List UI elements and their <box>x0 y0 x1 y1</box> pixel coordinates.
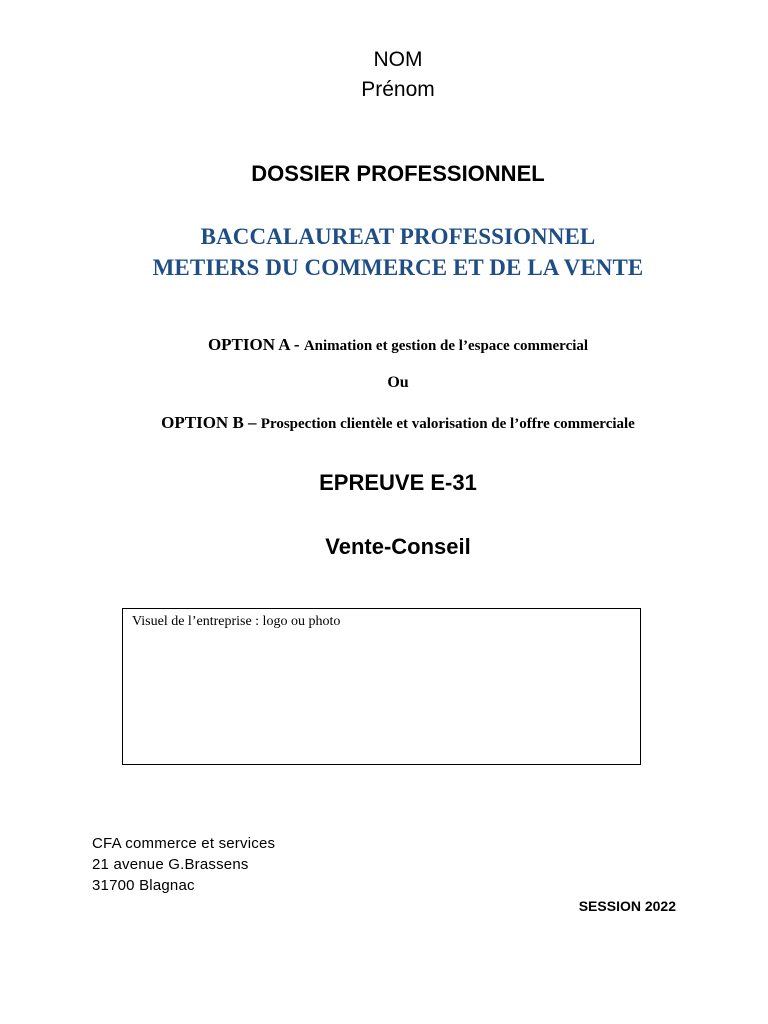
prenom-placeholder: Prénom <box>361 78 435 101</box>
diploma-title-line1: BACCALAUREAT PROFESSIONNEL <box>200 224 596 249</box>
company-visual-box <box>122 608 641 765</box>
company-visual-caption: Visuel de l’entreprise : logo ou photo <box>132 614 341 629</box>
option-a <box>0 335 768 355</box>
exam-title: EPREUVE E-31 <box>319 470 477 495</box>
option-a-label: OPTION A - <box>207 335 304 354</box>
option-separator: Ou <box>387 374 409 391</box>
option-b-description: Prospection clientèle et valorisation de l’offre commerciale <box>260 416 635 432</box>
session-label: SESSION 2022 <box>578 898 676 914</box>
address-line-3: 31700 Blagnac <box>92 877 195 894</box>
option-b-label: OPTION B – <box>161 413 261 432</box>
nom-placeholder: NOM <box>373 48 423 71</box>
address-line-2: 21 avenue G.Brassens <box>92 856 249 873</box>
address-line-1: CFA commerce et services <box>92 835 276 852</box>
document-title: DOSSIER PROFESSIONNEL <box>251 161 545 186</box>
option-a-description: Animation et gestion de l’espace commercial <box>303 338 589 354</box>
diploma-title-line2: METIERS DU COMMERCE ET DE LA VENTE <box>152 255 644 280</box>
option-b <box>0 413 768 433</box>
exam-subject: Vente-Conseil <box>325 534 471 559</box>
